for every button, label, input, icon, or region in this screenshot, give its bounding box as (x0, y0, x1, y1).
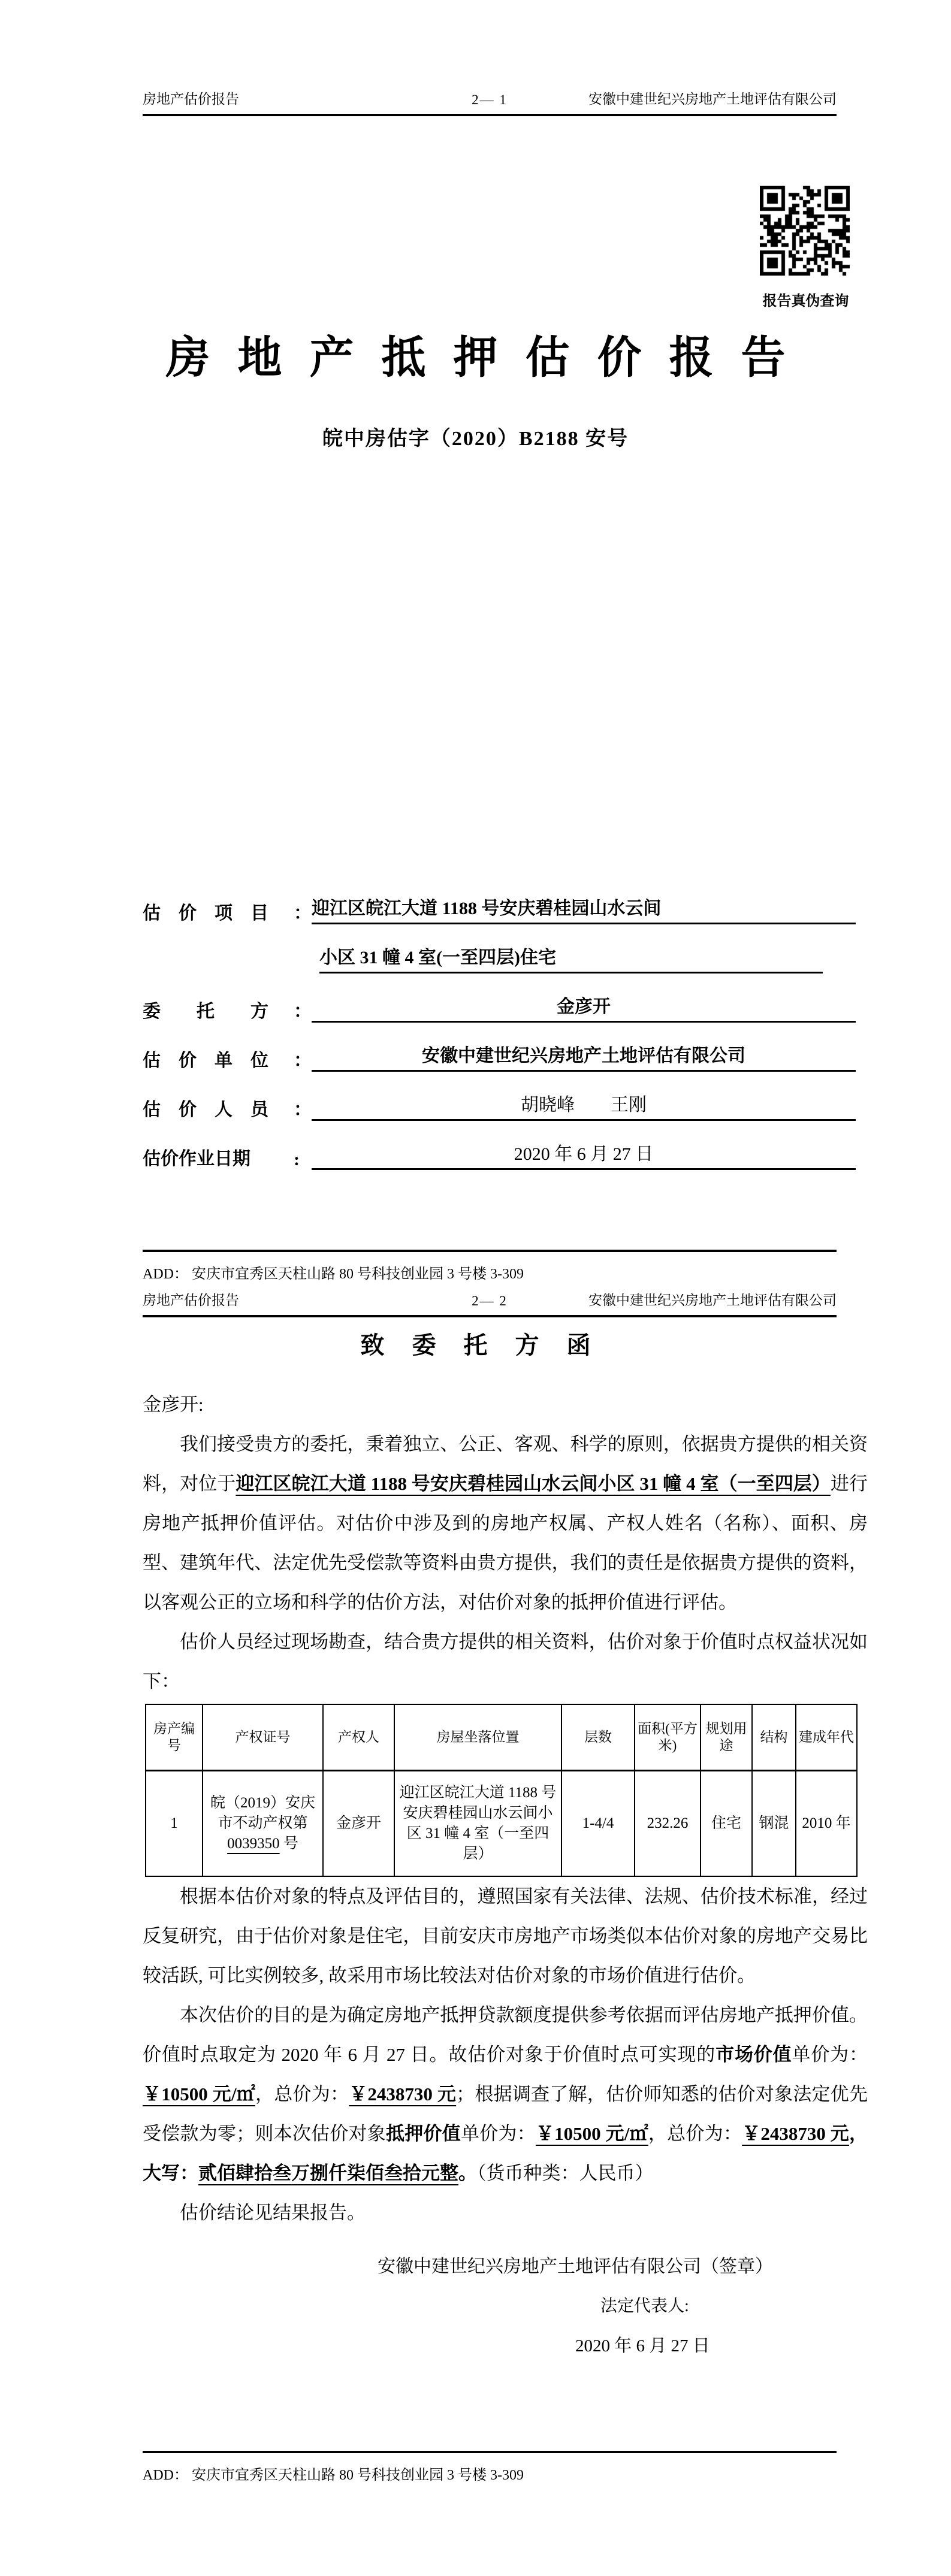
field-client-row (143, 973, 856, 1023)
qr-caption: 报告真伪查询 (762, 294, 849, 309)
cert-number: 0039350 (227, 1836, 280, 1852)
qr-code-block (760, 186, 851, 279)
field-project-colon: ： (294, 903, 312, 923)
field-project-row1 (143, 875, 856, 924)
letter-body (143, 1385, 868, 2366)
signature-block (143, 2247, 868, 2366)
field-date-value: 2020 年 6 月 27 日 (312, 1139, 856, 1170)
signature-date: 2020 年 6 月 27 日 (575, 2336, 710, 2356)
col-year-built: 建成年代 (796, 1704, 857, 1771)
col-structure: 结构 (752, 1704, 796, 1771)
page2-footer-address: ADD： 安庆市宜秀区天柱山路 80 号科技创业园 3 号楼 3-309 (143, 2468, 524, 2483)
page2-footer (143, 2451, 837, 2484)
cell-year-built: 2010 年 (796, 1771, 857, 1877)
field-agency-row (143, 1023, 856, 1072)
field-date-label: 估价作业日期 (143, 1149, 250, 1169)
col-owner: 产权人 (323, 1704, 394, 1771)
page1-footer-address: ADD： 安庆市宜秀区天柱山路 80 号科技创业园 3 号楼 3-309 (143, 1266, 524, 1282)
field-staff-value: 胡晓峰 王刚 (312, 1090, 856, 1121)
letter-paragraphs-before (143, 1425, 868, 1701)
signature-legal-rep: 法定代表人: (600, 2297, 689, 2315)
col-area: 面积(平方米) (635, 1704, 701, 1771)
field-staff-label: 估 价 人 员 (143, 1100, 268, 1120)
table-header-row (146, 1704, 857, 1771)
field-client-value: 金彦开 (312, 991, 856, 1023)
letter-greeting: 金彦开: (143, 1394, 204, 1415)
cert-suffix: 号 (279, 1836, 298, 1852)
field-client-colon: ： (294, 1002, 312, 1021)
col-planned-use: 规划用途 (701, 1704, 752, 1771)
field-project-value-line2: 小区 31 幢 4 室(一至四层)住宅 (319, 942, 823, 973)
cell-planned-use: 住宅 (701, 1771, 752, 1877)
header-doc-type: 房地产估价报告 (143, 1293, 239, 1308)
header-page-number: 2— 1 (472, 92, 508, 107)
field-client-label: 委 托 方 (143, 1002, 268, 1021)
cell-owner: 金彦开 (323, 1771, 394, 1877)
col-floors: 层数 (561, 1704, 635, 1771)
cell-structure: 钢混 (752, 1771, 796, 1877)
field-agency-label: 估 价 单 位 (143, 1051, 268, 1071)
field-agency-value: 安徽中建世纪兴房地产土地评估有限公司 (312, 1041, 856, 1072)
header-page-number: 2— 2 (472, 1293, 508, 1308)
cell-cert-number (203, 1771, 323, 1877)
cell-property-id: 1 (146, 1771, 203, 1877)
qr-code (760, 186, 850, 276)
field-date-row (143, 1121, 856, 1170)
paragraph: 估价人员经过现场勘查，结合贵方提供的相关资料，估价对象于价值时点权益状况如下： (143, 1631, 868, 1692)
paragraph: 我们接受贵方的委托，秉着独立、公正、客观、科学的原则，依据贵方提供的相关资料，对位于迎江区皖江大道 1188 号安庆碧桂园山水云间小区 31 幢 4 室（一至四层）进行房地产抵押价值评估。对估价中涉及到的房地产权属、产权人姓名（名称）、面积、房型、建筑年代、法定优先受偿款等资料由贵方提供，我们的责任是依据贵方提供的资料，以客观公正的立场和科学的估价方法，对估价对象的抵押价值进行评估。 (143, 1434, 868, 1613)
field-staff-colon: ： (294, 1100, 312, 1120)
field-project-value-line1: 迎江区皖江大道 1188 号安庆碧桂园山水云间 (312, 893, 856, 924)
field-staff-row (143, 1072, 856, 1121)
page2-header (143, 1289, 837, 1317)
paragraph: 本次估价的目的是为确定房地产抵押贷款额度提供参考依据而评估房地产抵押价值。价值时点取定为 2020 年 6 月 27 日。故估价对象于价值时点可实现的市场价值单价为：￥10500 元/㎡，总价为：￥2438730 元；根据调查了解，估价师知悉的估价对象法定优先受偿款为零；则本次估价对象抵押价值单价为：￥10500 元/㎡，总价为：￥2438730 元，大写：贰佰肆拾叁万捌仟柒佰叁拾元整。（货币种类：人民币） (143, 2004, 868, 2184)
header-doc-type: 房地产估价报告 (143, 92, 239, 107)
field-date-colon: : (294, 1150, 300, 1169)
cert-prefix: 皖（2019）安庆市不动产权第 (210, 1795, 315, 1831)
page1-header (143, 88, 837, 116)
cell-area: 232.26 (635, 1771, 701, 1877)
property-rights-table (145, 1704, 858, 1877)
field-agency-colon: ： (294, 1051, 312, 1071)
cell-floors: 1-4/4 (561, 1771, 635, 1877)
col-cert-number: 产权证号 (203, 1704, 323, 1771)
letter-paragraphs-after (143, 1877, 868, 2233)
letter-title: 致委托方函 (360, 1332, 618, 1359)
table-row (146, 1771, 857, 1877)
report-title: 房地产抵押估价报告 (165, 334, 813, 383)
signature-company: 安徽中建世纪兴房地产土地评估有限公司（签章） (378, 2257, 773, 2276)
header-company-name: 安徽中建世纪兴房地产土地评估有限公司 (588, 1293, 837, 1308)
page1-footer (143, 1250, 837, 1283)
field-project-row2 (143, 924, 856, 973)
col-property-id: 房产编号 (146, 1704, 203, 1771)
header-company-name: 安徽中建世纪兴房地产土地评估有限公司 (588, 92, 837, 107)
cell-location: 迎江区皖江大道 1188 号安庆碧桂园山水云间小区 31 幢 4 室（一至四层） (394, 1771, 561, 1877)
cover-fields (143, 875, 856, 1170)
field-project-label: 估 价 项 目 (143, 903, 268, 923)
paragraph: 根据本估价对象的特点及评估目的，遵照国家有关法律、法规、估价技术标准，经过反复研究，由于估价对象是住宅，目前安庆市房地产市场类似本估价对象的房地产交易比较活跃, 可比实例较多, 故采用市场比较法对估价对象的市场价值进行估价。 (143, 1886, 868, 1986)
col-location: 房屋坐落位置 (394, 1704, 561, 1771)
report-number: 皖中房估字（2020）B2188 安号 (322, 428, 629, 450)
paragraph: 估价结论见结果报告。 (180, 2202, 366, 2223)
